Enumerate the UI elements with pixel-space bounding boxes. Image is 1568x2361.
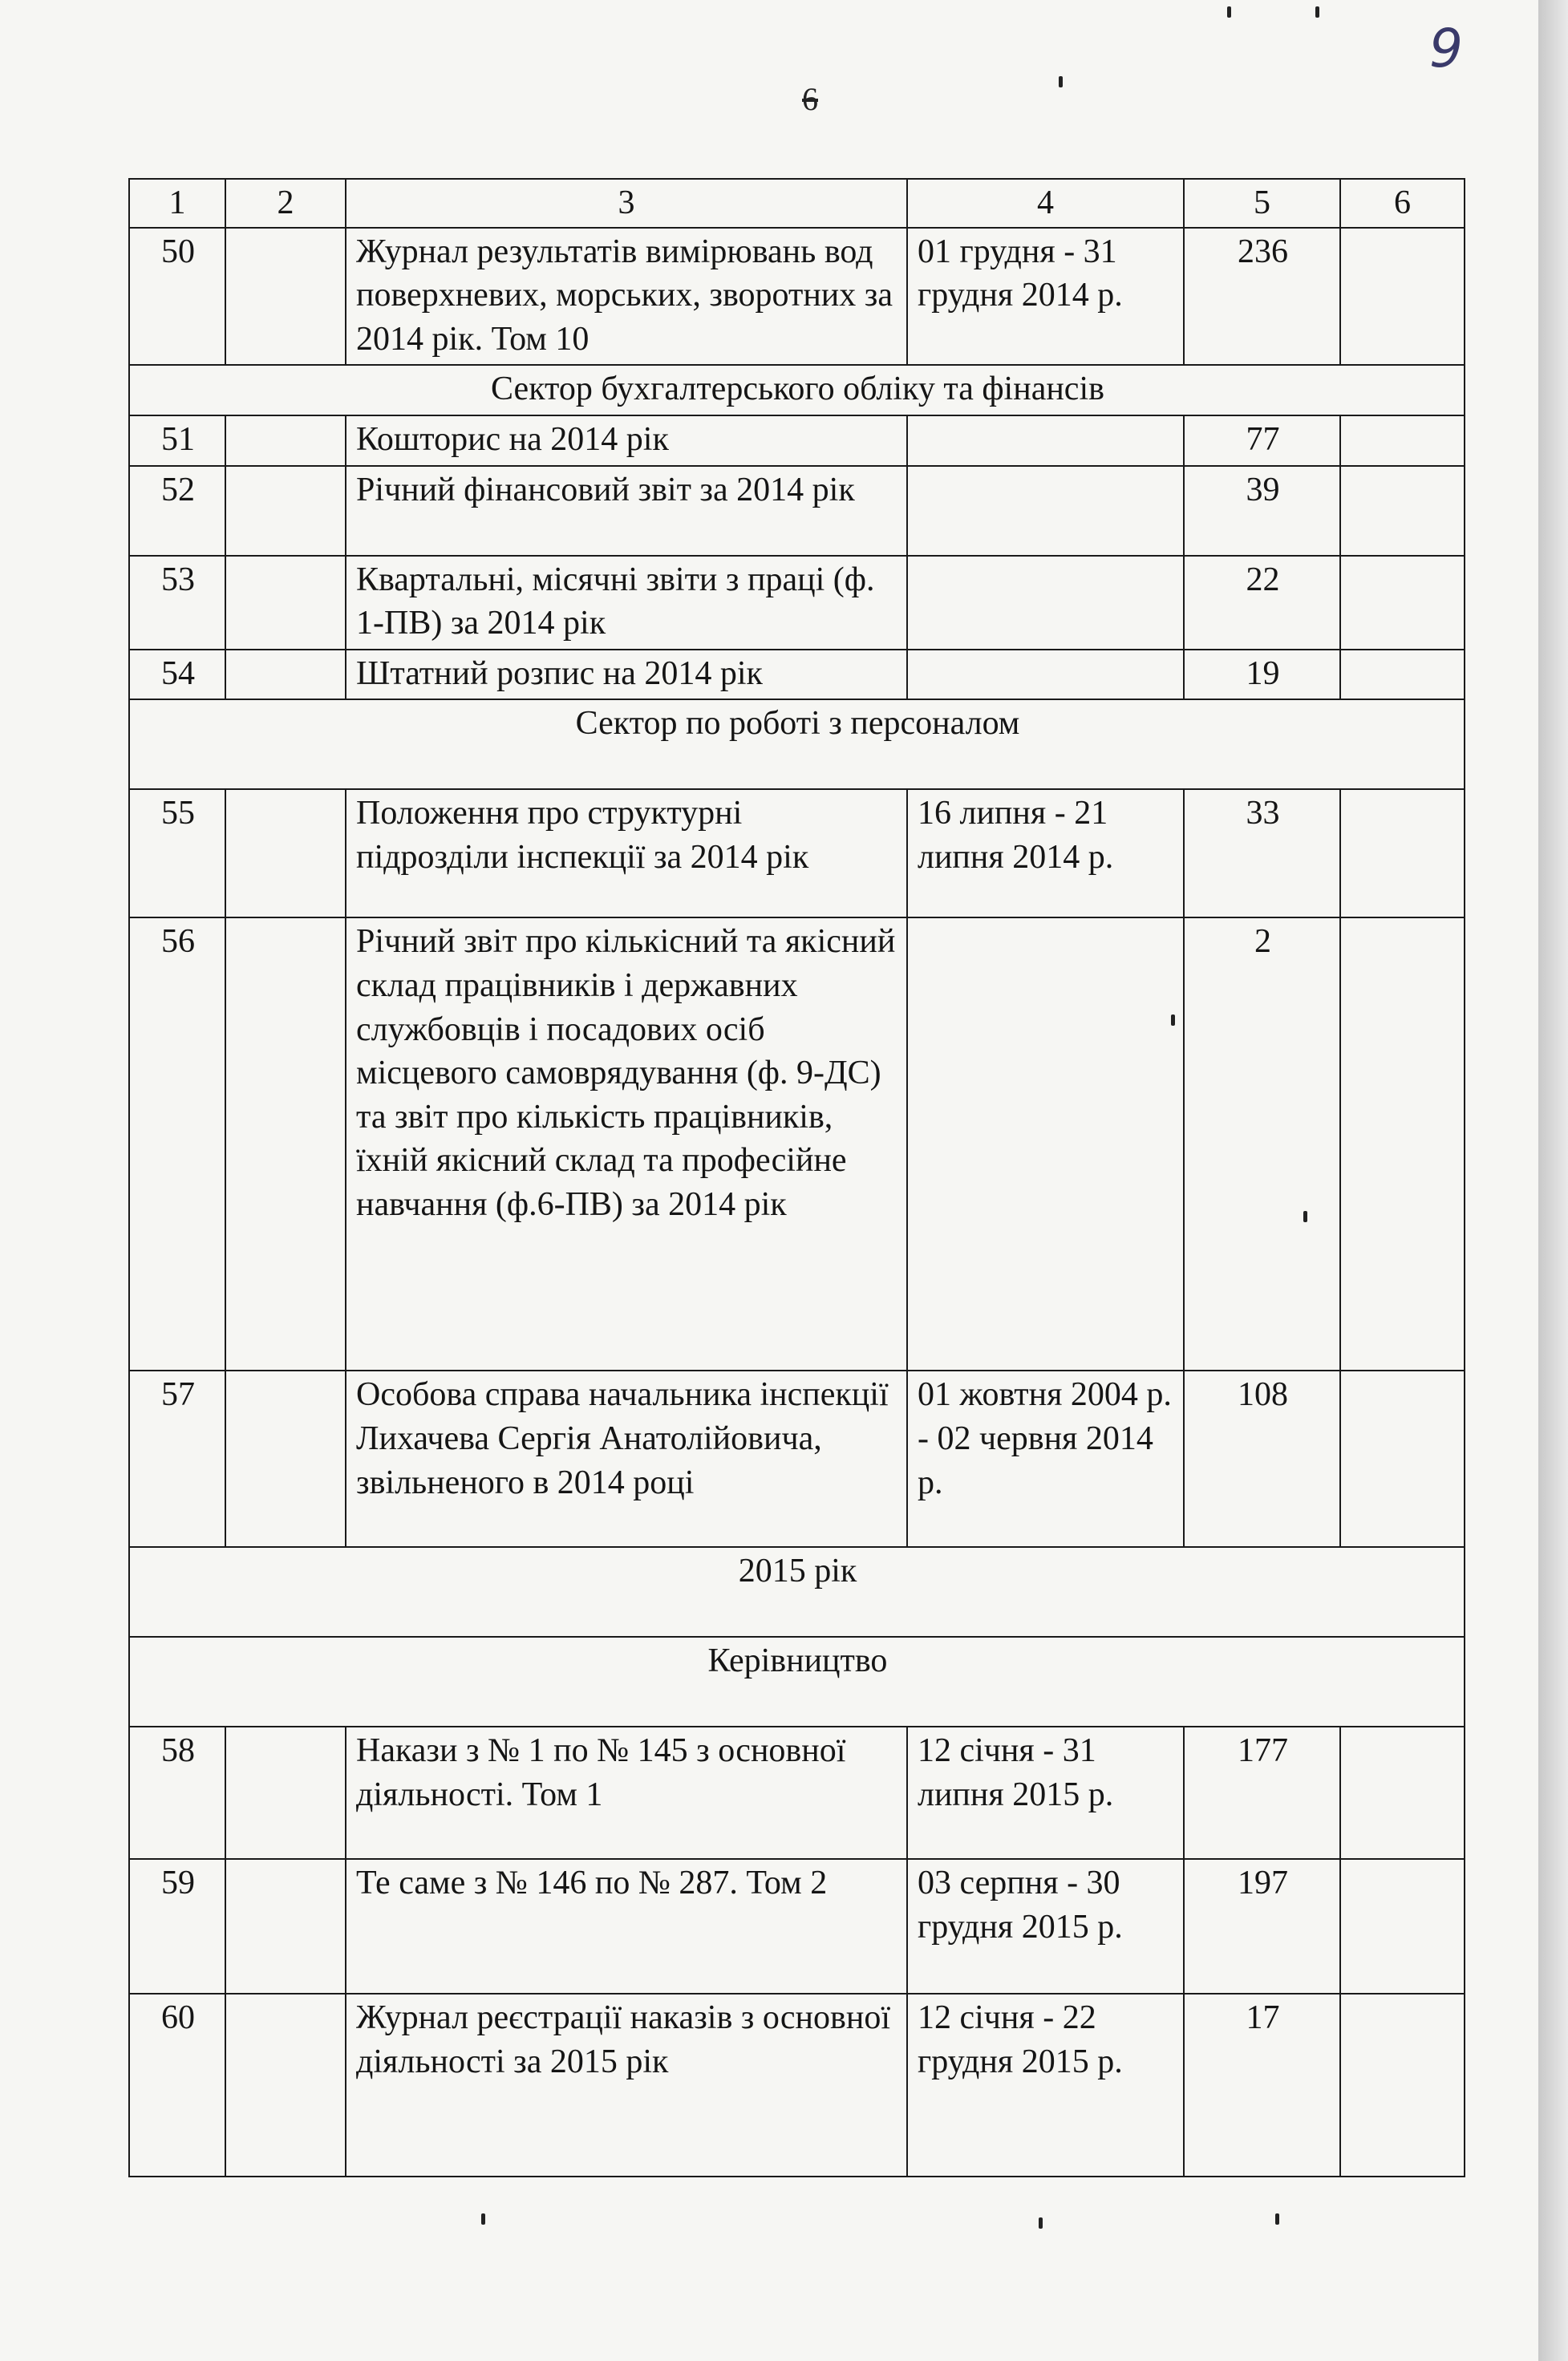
table-row <box>129 556 1465 650</box>
item-dates <box>907 415 1184 466</box>
table-row <box>129 789 1465 917</box>
item-title: Кошторис на 2014 рік <box>346 415 907 466</box>
item-dates <box>907 556 1184 650</box>
item-pages: 177 <box>1184 1727 1340 1859</box>
item-note <box>1340 415 1465 466</box>
item-dates <box>907 917 1184 1371</box>
item-pages: 33 <box>1184 789 1340 917</box>
item-title: Журнал результатів вимірювань вод поверхневих, морських, зворотних за 2014 рік. Том 10 <box>346 228 907 366</box>
item-index <box>225 556 346 650</box>
item-title: Положення про структурні підрозділи інспекції за 2014 рік <box>346 789 907 917</box>
item-pages: 197 <box>1184 1859 1340 1994</box>
item-pages: 39 <box>1184 466 1340 556</box>
item-note <box>1340 228 1465 366</box>
table-row <box>129 415 1465 466</box>
item-title: Річний фінансовий звіт за 2014 рік <box>346 466 907 556</box>
item-dates: 16 липня - 21 липня 2014 р. <box>907 789 1184 917</box>
table-row <box>129 650 1465 700</box>
scan-speck <box>1059 76 1063 87</box>
item-number: 55 <box>129 789 225 917</box>
column-header: 5 <box>1184 179 1340 228</box>
item-pages: 19 <box>1184 650 1340 700</box>
column-header: 6 <box>1340 179 1465 228</box>
column-header: 3 <box>346 179 907 228</box>
item-index <box>225 789 346 917</box>
item-dates: 12 січня - 22 грудня 2015 р. <box>907 1994 1184 2177</box>
item-note <box>1340 650 1465 700</box>
item-number: 59 <box>129 1859 225 1994</box>
item-pages: 236 <box>1184 228 1340 366</box>
section-row <box>129 365 1465 415</box>
item-number: 54 <box>129 650 225 700</box>
item-title: Журнал реєстрації наказів з основної діяльності за 2015 рік <box>346 1994 907 2177</box>
sheet-number: 9 <box>1429 18 1463 79</box>
page-edge <box>1538 0 1568 2361</box>
item-index <box>225 228 346 366</box>
item-number: 57 <box>129 1371 225 1547</box>
scan-speck <box>1275 2213 1279 2225</box>
item-pages: 77 <box>1184 415 1340 466</box>
item-pages: 22 <box>1184 556 1340 650</box>
item-number: 50 <box>129 228 225 366</box>
year-title: 2015 рік <box>129 1547 1465 1637</box>
table-row <box>129 1727 1465 1859</box>
scan-speck <box>1171 1014 1175 1026</box>
item-note <box>1340 1727 1465 1859</box>
item-dates: 01 жовтня 2004 р. - 02 червня 2014 р. <box>907 1371 1184 1547</box>
section-title: Сектор бухгалтерського обліку та фінансів <box>129 365 1465 415</box>
section-title: Сектор по роботі з персоналом <box>129 699 1465 789</box>
item-number: 51 <box>129 415 225 466</box>
item-dates <box>907 650 1184 700</box>
item-index <box>225 1859 346 1994</box>
table-row <box>129 1371 1465 1547</box>
item-note <box>1340 1994 1465 2177</box>
item-index <box>225 1994 346 2177</box>
item-note <box>1340 1371 1465 1547</box>
item-number: 53 <box>129 556 225 650</box>
item-title: Квартальні, місячні звіти з праці (ф. 1-ПВ) за 2014 рік <box>346 556 907 650</box>
item-pages: 108 <box>1184 1371 1340 1547</box>
section-row <box>129 699 1465 789</box>
item-note <box>1340 556 1465 650</box>
section-row <box>129 1547 1465 1637</box>
item-number: 52 <box>129 466 225 556</box>
item-title: Накази з № 1 по № 145 з основної діяльності. Том 1 <box>346 1727 907 1859</box>
column-header: 2 <box>225 179 346 228</box>
item-title: Штатний розпис на 2014 рік <box>346 650 907 700</box>
table-row <box>129 228 1465 366</box>
item-pages: 2 <box>1184 917 1340 1371</box>
item-index <box>225 466 346 556</box>
header-row <box>129 179 1465 228</box>
item-index <box>225 415 346 466</box>
item-note <box>1340 1859 1465 1994</box>
inventory-table <box>128 178 1465 2177</box>
scan-speck <box>1039 2217 1043 2229</box>
section-row <box>129 1637 1465 1727</box>
column-header: 1 <box>129 179 225 228</box>
item-number: 56 <box>129 917 225 1371</box>
section-title: Керівництво <box>129 1637 1465 1727</box>
item-index <box>225 917 346 1371</box>
column-header: 4 <box>907 179 1184 228</box>
scan-speck <box>1315 6 1319 18</box>
item-dates: 03 серпня - 30 грудня 2015 р. <box>907 1859 1184 1994</box>
table-row <box>129 917 1465 1371</box>
item-pages: 17 <box>1184 1994 1340 2177</box>
item-note <box>1340 789 1465 917</box>
item-title: Особова справа начальника інспекції Лихачева Сергія Анатолійовича, звільненого в 2014 році <box>346 1371 907 1547</box>
item-dates: 12 січня - 31 липня 2015 р. <box>907 1727 1184 1859</box>
item-title: Те саме з № 146 по № 287. Том 2 <box>346 1859 907 1994</box>
scan-speck <box>1227 6 1231 18</box>
item-note <box>1340 466 1465 556</box>
page-number: 6 <box>802 81 818 117</box>
table-row <box>129 1859 1465 1994</box>
table-row <box>129 466 1465 556</box>
scan-speck <box>481 2213 485 2225</box>
item-index <box>225 1727 346 1859</box>
scan-speck <box>1303 1211 1307 1222</box>
item-index <box>225 650 346 700</box>
item-note <box>1340 917 1465 1371</box>
table-row <box>129 1994 1465 2177</box>
item-title: Річний звіт про кількісний та якісний склад працівників і державних службовців і посадових осіб місцевого самоврядування (ф. 9-ДС) та звіт про кількість працівників, їхній якісний склад та професійне навчання (ф.6-ПВ) за 2014 рік <box>346 917 907 1371</box>
item-dates <box>907 466 1184 556</box>
item-dates: 01 грудня - 31 грудня 2014 р. <box>907 228 1184 366</box>
item-number: 58 <box>129 1727 225 1859</box>
item-index <box>225 1371 346 1547</box>
item-number: 60 <box>129 1994 225 2177</box>
